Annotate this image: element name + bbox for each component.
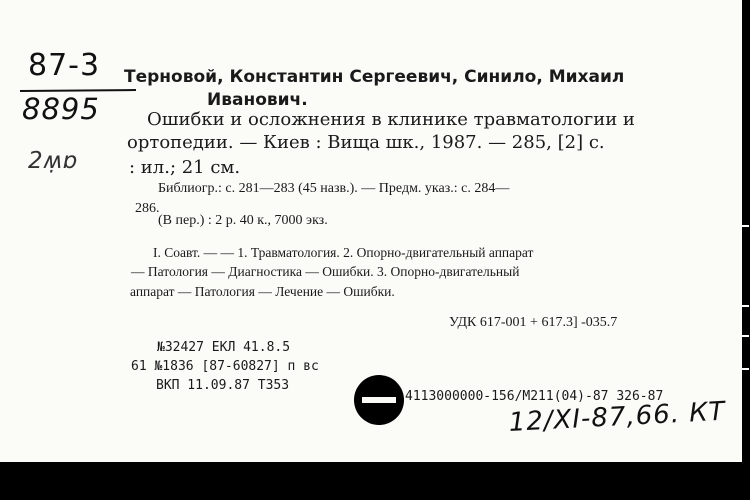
author-line-cont: Иванович. <box>207 90 308 110</box>
handwritten-date-note: 12/XI-87,66. КТ <box>508 396 727 438</box>
classification-code: 4113000000-156/М211(04)-87 326-87 <box>405 389 664 404</box>
bibliography-line-1: Библиогр.: с. 281—283 (45 назв.). — Предм. указ.: с. 284— <box>158 181 510 196</box>
subjects-line-2: — Патология — Диагностика — Ошибки. 3. Опорно-двигательный <box>131 264 520 279</box>
title-line-3: : ил.; 21 см. <box>129 157 241 178</box>
author-line: Терновой, Константин Сергеевич, Синило, Михаил <box>124 67 625 87</box>
handwritten-mark: 2ʍ̣ɒ <box>28 148 80 174</box>
scan-border-bottom <box>0 462 750 500</box>
call-number-top: 87-3 <box>28 48 101 83</box>
bibliography-line-2: 286. <box>135 201 160 216</box>
subjects-line-1: I. Соавт. — — 1. Травматология. 2. Опорно-двигательный аппарат <box>153 245 534 260</box>
number-line-1: №32427 ЕКЛ 41.8.5 <box>157 340 291 355</box>
number-line-2: 61 №1836 [87-60827] п вс <box>131 359 319 374</box>
price-line: (В пер.) : 2 р. 40 к., 7000 экз. <box>158 213 328 228</box>
title-line-2: ортопедии. — Киев : Вища шк., 1987. — 285, [2] с. <box>127 132 605 153</box>
title-line-1: Ошибки и осложнения в клинике травматологии и <box>147 109 635 130</box>
number-line-3: ВКП 11.09.87 Т353 <box>156 378 290 393</box>
stamp-bar <box>362 397 396 403</box>
scan-border-right <box>742 0 750 500</box>
subjects-line-3: аппарат — Патология — Лечение — Ошибки. <box>130 284 395 299</box>
udk-line: УДК 617-001 + 617.3] -035.7 <box>449 315 618 330</box>
call-number-bottom: 8895 <box>22 92 100 126</box>
